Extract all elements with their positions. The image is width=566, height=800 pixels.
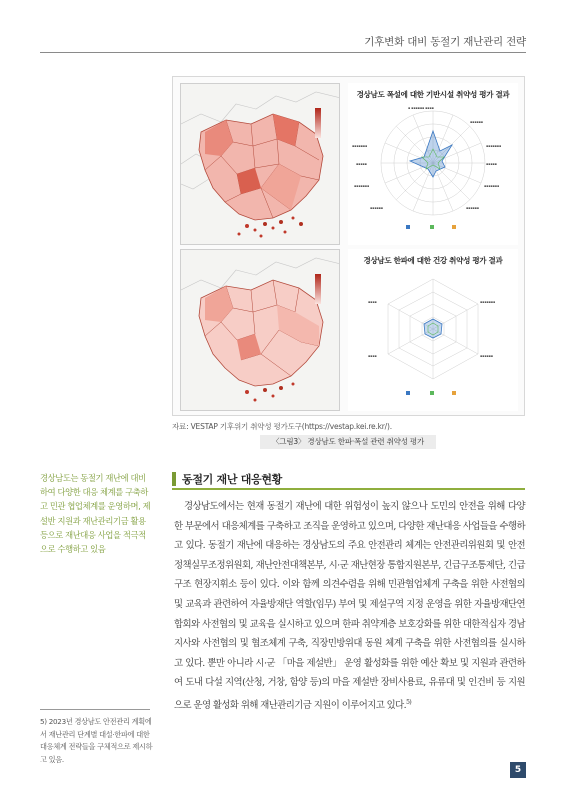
- svg-text:▪▪▪▪▪: ▪▪▪▪▪: [486, 162, 497, 166]
- svg-text:▪▪▪▪▪▪▪: ▪▪▪▪▪▪▪: [484, 184, 500, 188]
- footnote: [40, 716, 155, 766]
- section-accent-bar: [172, 472, 176, 486]
- svg-text:▪▪▪▪: ▪▪▪▪: [368, 300, 377, 304]
- page-number: 5: [510, 762, 526, 778]
- cold-health-map: [180, 249, 340, 411]
- svg-text:▪▪▪▪▪: ▪▪▪▪▪: [356, 162, 367, 166]
- svg-text:▪▪▪▪▪▪▪: ▪▪▪▪▪▪▪: [480, 300, 496, 304]
- footnote-rule: [40, 709, 150, 710]
- svg-text:▪ ▪▪▪▪▪▪ ▪▪▪▪: ▪ ▪▪▪▪▪▪ ▪▪▪▪: [408, 106, 434, 110]
- snow-infrastructure-radar: [348, 83, 518, 245]
- svg-text:▪▪▪▪▪▪: ▪▪▪▪▪▪: [370, 206, 383, 210]
- section-heading: [172, 470, 525, 490]
- figure-caption: 〈그림3〉 경상남도 한파·폭설 관련 취약성 평가: [260, 435, 436, 449]
- section-underline: [172, 488, 525, 490]
- svg-text:▪▪▪▪▪▪: ▪▪▪▪▪▪: [480, 354, 493, 358]
- body-paragraph-text: 경상남도에서는 현재 동절기 재난에 대한 위험성이 높지 않으나 도민의 안전을 위해 다양한 부문에서 대응체계를 구축하고 조직을 운영하고 있으며, 다양한 재난대응 사업들을 수행하고 있다. 동절기 재난에 대응하는 경상남도의 주요 안전관리 체계는 안전관리위원회 및 안전정책실무조정위원회, 재난안전대책본부, 시·군 재난현장 통합지원본부, 긴급구조통제단, 긴급구조 현장지휘소 등이 있다. 이와 함께 의견수렴을 위해 민관협업체계 구축을 위한 사전협의 및 교육과 관련하여 자율방재단 역할(임무) 부여 및 제설구역 지정 운영을 위한 자율방재단연합회와 사전협의 및 교육을 실시하고 있으며 한파 취약계층 보호강화를 위한 대한적십자 경남지사와 사전협의 및 협조체계 구축, 직장민방위대 동원 체계 구축을 위한 사전협의를 실시하고 있다. 뿐만 아니라 시·군 「마을 제설반」 운영 활성화를 위한 예산 확보 및 지원과 관련하여 도내 다설 지역(산청, 거창, 함양 등)의 마을 제설반 장비사용료, 유류대 및 인건비 등 지원으로 운영 활성화 위해 재난관리기금 지원이 이루어지고 있다.: [174, 501, 525, 712]
- section-title: 동절기 재난 대응현황: [182, 473, 282, 486]
- svg-text:▪▪▪▪▪▪▪: ▪▪▪▪▪▪▪: [486, 144, 502, 148]
- header-rule: [40, 52, 526, 53]
- svg-text:▪▪▪▪▪▪▪: ▪▪▪▪▪▪▪: [354, 184, 370, 188]
- svg-text:▪▪▪▪▪▪▪: ▪▪▪▪▪▪▪: [352, 144, 368, 148]
- cold-health-radar: [348, 249, 518, 411]
- top-chart-title: 경상남도 폭설에 대한 기반시설 취약성 평가 결과: [356, 90, 510, 99]
- figure-source: 자료: VESTAP 기후위기 취약성 평가도구(https://vestap.kei.re.kr/).: [172, 422, 392, 431]
- snow-infrastructure-map: [180, 83, 340, 245]
- body-paragraph: [174, 497, 525, 716]
- svg-text:▪▪▪▪▪▪: ▪▪▪▪▪▪: [466, 206, 479, 210]
- footnote-reference: 5): [406, 698, 412, 706]
- sidenote-summary: 경상남도는 동절기 재난에 대비하여 다양한 대응 체계를 구축하고 민관 협업체계를 운영하며, 제설반 지원과 재난관리기금 활용 등으로 재난대응 사업을 적극적으로 수행하고 있음: [40, 473, 151, 555]
- running-header-title: 기후변화 대비 동절기 재난관리 전략: [364, 36, 526, 48]
- figure-box: [172, 76, 525, 416]
- bottom-chart-title: 경상남도 한파에 대한 건강 취약성 평가 결과: [363, 256, 503, 265]
- footnote-text: 5) 2023년 경상남도 안전관리 계획에서 재난관리 단계별 대설·한파에 대한 대응체계 전략들을 구체적으로 제시하고 있음.: [40, 717, 153, 764]
- svg-text:▪▪▪▪▪▪: ▪▪▪▪▪▪: [470, 120, 483, 124]
- svg-text:▪▪▪▪: ▪▪▪▪: [368, 354, 377, 358]
